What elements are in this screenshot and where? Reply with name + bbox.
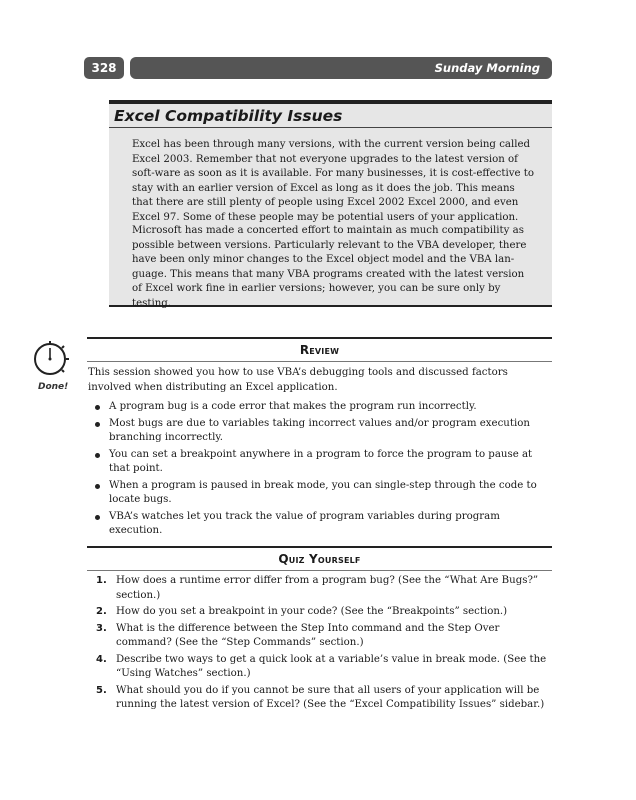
review-heading: Review — [299, 343, 340, 357]
list-item — [92, 622, 548, 651]
list-item — [92, 684, 548, 713]
sidebar-paragraph: Microsoft has made a concerted effort to maintain as much compatibility as possible between versions. Particularly relevant to the VBA developer, there have been only minor changes to the Excel object model and the VBA lan-guage. This means that many VBA programs created with the latest version of Excel work fine in earlier versions; however, you can be sure only by testing. — [132, 225, 527, 309]
question-text: What should you do if you cannot be sure that all users of your application will be running the latest version of Excel? (See the “Excel Compatibility Issues” sidebar.) — [116, 684, 545, 710]
bullet-text: VBA’s watches let you track the value of program variables during program execution. — [109, 510, 500, 536]
review-heading-rule — [87, 361, 552, 362]
question-number: 4. — [96, 653, 107, 665]
question-number: 2. — [96, 606, 107, 617]
bullet-icon — [95, 515, 100, 520]
list-item — [92, 417, 548, 446]
question-text: Describe two ways to get a quick look at a variable’s value in break mode. (See the “Using Watches” section.) — [116, 653, 547, 679]
bullet-icon — [95, 405, 100, 410]
review-intro: This session showed you how to use VBA’s debugging tools and discussed factors involved when distributing an Excel application. — [88, 367, 508, 393]
review-top-rule — [87, 337, 552, 339]
bullet-icon — [95, 453, 100, 458]
question-text: What is the difference between the Step Into command and the Step Over command? (See the “Step Commands” section.) — [116, 622, 500, 648]
bullet-text: When a program is paused in break mode, you can single-step through the code to locate bugs. — [109, 479, 537, 505]
list-item — [92, 653, 548, 682]
list-item — [92, 574, 548, 603]
question-text: How does a runtime error differ from a program bug? (See the “What Are Bugs?” section.) — [116, 575, 539, 601]
bullet-text: Most bugs are due to variables taking incorrect values and/or program execution branching incorrectly. — [109, 417, 530, 443]
list-item — [92, 605, 548, 620]
done-label: Done! — [38, 382, 69, 392]
page-number: 328 — [84, 57, 124, 79]
list-item — [92, 400, 548, 415]
quiz-question-list — [92, 574, 548, 715]
question-text: How do you set a breakpoint in your code? (See the “Breakpoints” section.) — [116, 606, 508, 617]
quiz-top-rule — [87, 546, 552, 548]
bullet-icon — [95, 484, 100, 489]
quiz-heading-rule — [87, 570, 552, 571]
question-number: 5. — [96, 684, 107, 696]
sidebar-title: Excel Compatibility Issues — [114, 107, 343, 125]
list-item — [92, 479, 548, 508]
list-item — [92, 510, 548, 539]
quiz-heading: Quiz Yourself — [278, 552, 361, 566]
sidebar-paragraph: Excel has been through many versions, with the current version being called Excel 2003. Remember that not everyone upgrades to the latest version of soft-ware as soon as it is available. For many businesses, it is cost-effective to stay with an earlier version of Excel as long as it does the job. This means that there are still plenty of people using Excel 2002 Excel 2000, and even Excel 97. Some of these people may be potential users of your application. — [132, 139, 534, 223]
stopwatch-icon — [33, 340, 71, 380]
sidebar-title-rule — [109, 127, 552, 128]
running-header: Sunday Morning — [130, 57, 552, 79]
sidebar-box — [109, 100, 552, 307]
list-item — [92, 448, 548, 477]
bullet-icon — [95, 422, 100, 427]
review-bullet-list — [92, 400, 548, 541]
bullet-text: You can set a breakpoint anywhere in a program to force the program to pause at that point. — [109, 448, 533, 474]
question-number: 3. — [96, 622, 107, 634]
bullet-text: A program bug is a code error that makes the program run incorrectly. — [109, 401, 477, 412]
question-number: 1. — [96, 575, 107, 586]
